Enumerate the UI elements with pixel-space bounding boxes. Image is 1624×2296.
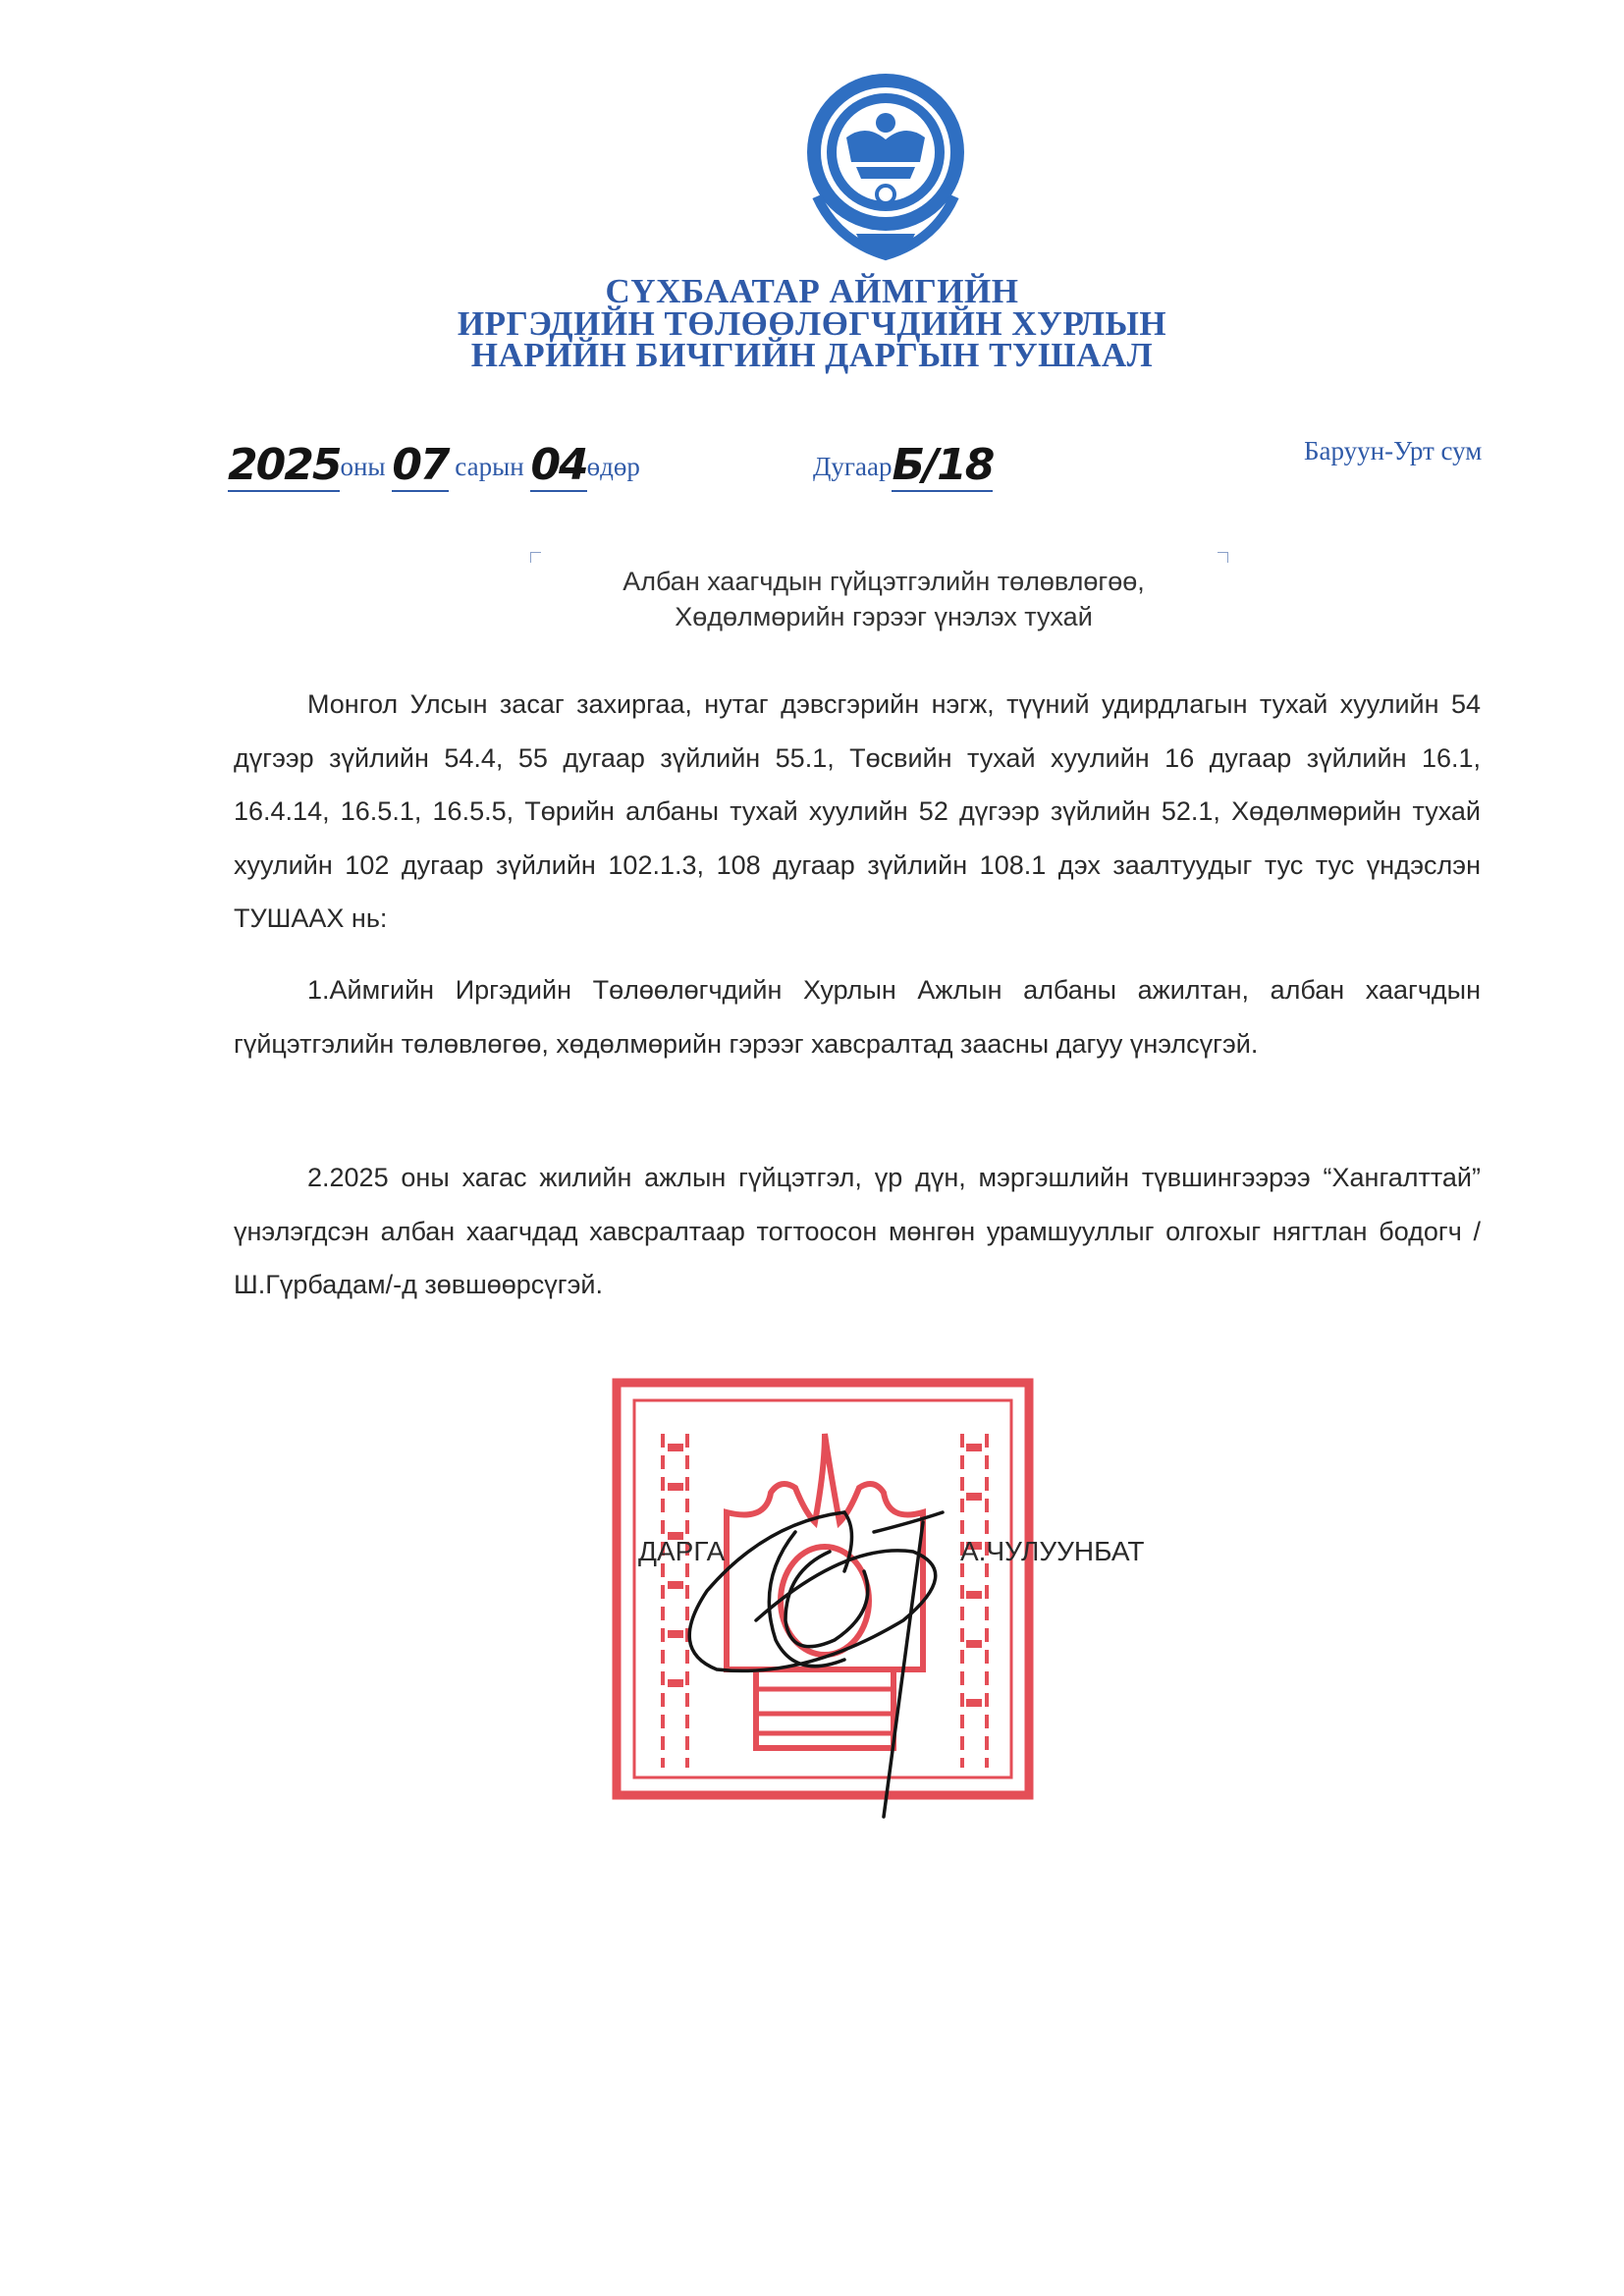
body-preamble xyxy=(234,678,1481,946)
date-year-suffix: оны xyxy=(340,452,386,481)
subject-line-2: Хөдөлмөрийн гэрээг үнэлэх тухай xyxy=(675,602,1093,631)
item-2-text: 2.2025 оны хагас жилийн ажлын гүйцэтгэл, үр дүн, мэргэшлийн түвшингээрээ “Хангалттай” үнэлэгдсэн албан хаагчдад хавсралтаар тогтоосон мөнгөн урамшууллыг олгохыг нягтлан бодогч /Ш.Гүрбадам/-д зөвшөөрсүгэй. xyxy=(234,1163,1481,1299)
body-item-1 xyxy=(234,963,1481,1070)
item-1-text: 1.Аймгийн Иргэдийн Төлөөлөгчдийн Хурлын Ажлын албаны ажилтан, албан хаагчдын гүйцэтгэлийн төлөвлөгөө, хөдөлмөрийн гэрээг хавсралтад заасны дагуу үнэлсүгэй. xyxy=(234,975,1481,1059)
header-line-2: ИРГЭДИЙН ТӨЛӨӨЛӨГЧДИЙН ХУРЛЫН xyxy=(457,304,1167,343)
header-line-3: НАРИЙН БИЧГИЙН ДАРГЫН ТУШААЛ xyxy=(470,336,1154,374)
subject-corner-left xyxy=(530,552,541,563)
body-item-2 xyxy=(234,1151,1481,1312)
document-place: Баруун-Урт сум xyxy=(1304,436,1483,465)
document-subject xyxy=(442,564,1326,634)
number-value: Б/18 xyxy=(892,440,994,490)
number-label: Дугаар xyxy=(813,452,893,481)
document-date xyxy=(228,436,640,488)
handwritten-signature xyxy=(648,1473,972,1827)
date-day-suffix: өдөр xyxy=(586,452,640,481)
header-line-1: СҮХБААТАР АЙМГИЙН xyxy=(605,272,1019,310)
date-month: 07 xyxy=(392,440,449,490)
date-year: 2025 xyxy=(228,440,341,490)
date-month-suffix: сарын xyxy=(455,452,524,481)
subject-corner-right xyxy=(1218,552,1228,563)
preamble-text: Монгол Улсын засаг захиргаа, нутаг дэвсгэрийн нэгж, түүний удирдлагын тухай хуулийн 54 дүгээр зүйлийн 54.4, 55 дугаар зүйлийн 55.1, Төсвийн тухай хуулийн 16 дугаар зүйлийн 16.1, 16.4.14, 16.5.1, 16.5.5, Төрийн албаны тухай хуулийн 52 дүгээр зүйлийн 52.1, Хөдөлмөрийн тухай хуулийн 102 дугаар зүйлийн 102.1.3, 108 дугаар зүйлийн 108.1 дэх заалтуудыг тус тус үндэслэн ТУШААХ нь: xyxy=(234,689,1481,933)
state-emblem-icon xyxy=(797,69,974,265)
date-day: 04 xyxy=(530,440,587,490)
signatory-name: А.ЧУЛУУНБАТ xyxy=(960,1536,1145,1566)
document-number xyxy=(813,436,993,488)
signatory-title: ДАРГА xyxy=(638,1536,726,1566)
subject-line-1: Албан хаагчдын гүйцэтгэлийн төлөвлөгөө, xyxy=(623,567,1145,596)
